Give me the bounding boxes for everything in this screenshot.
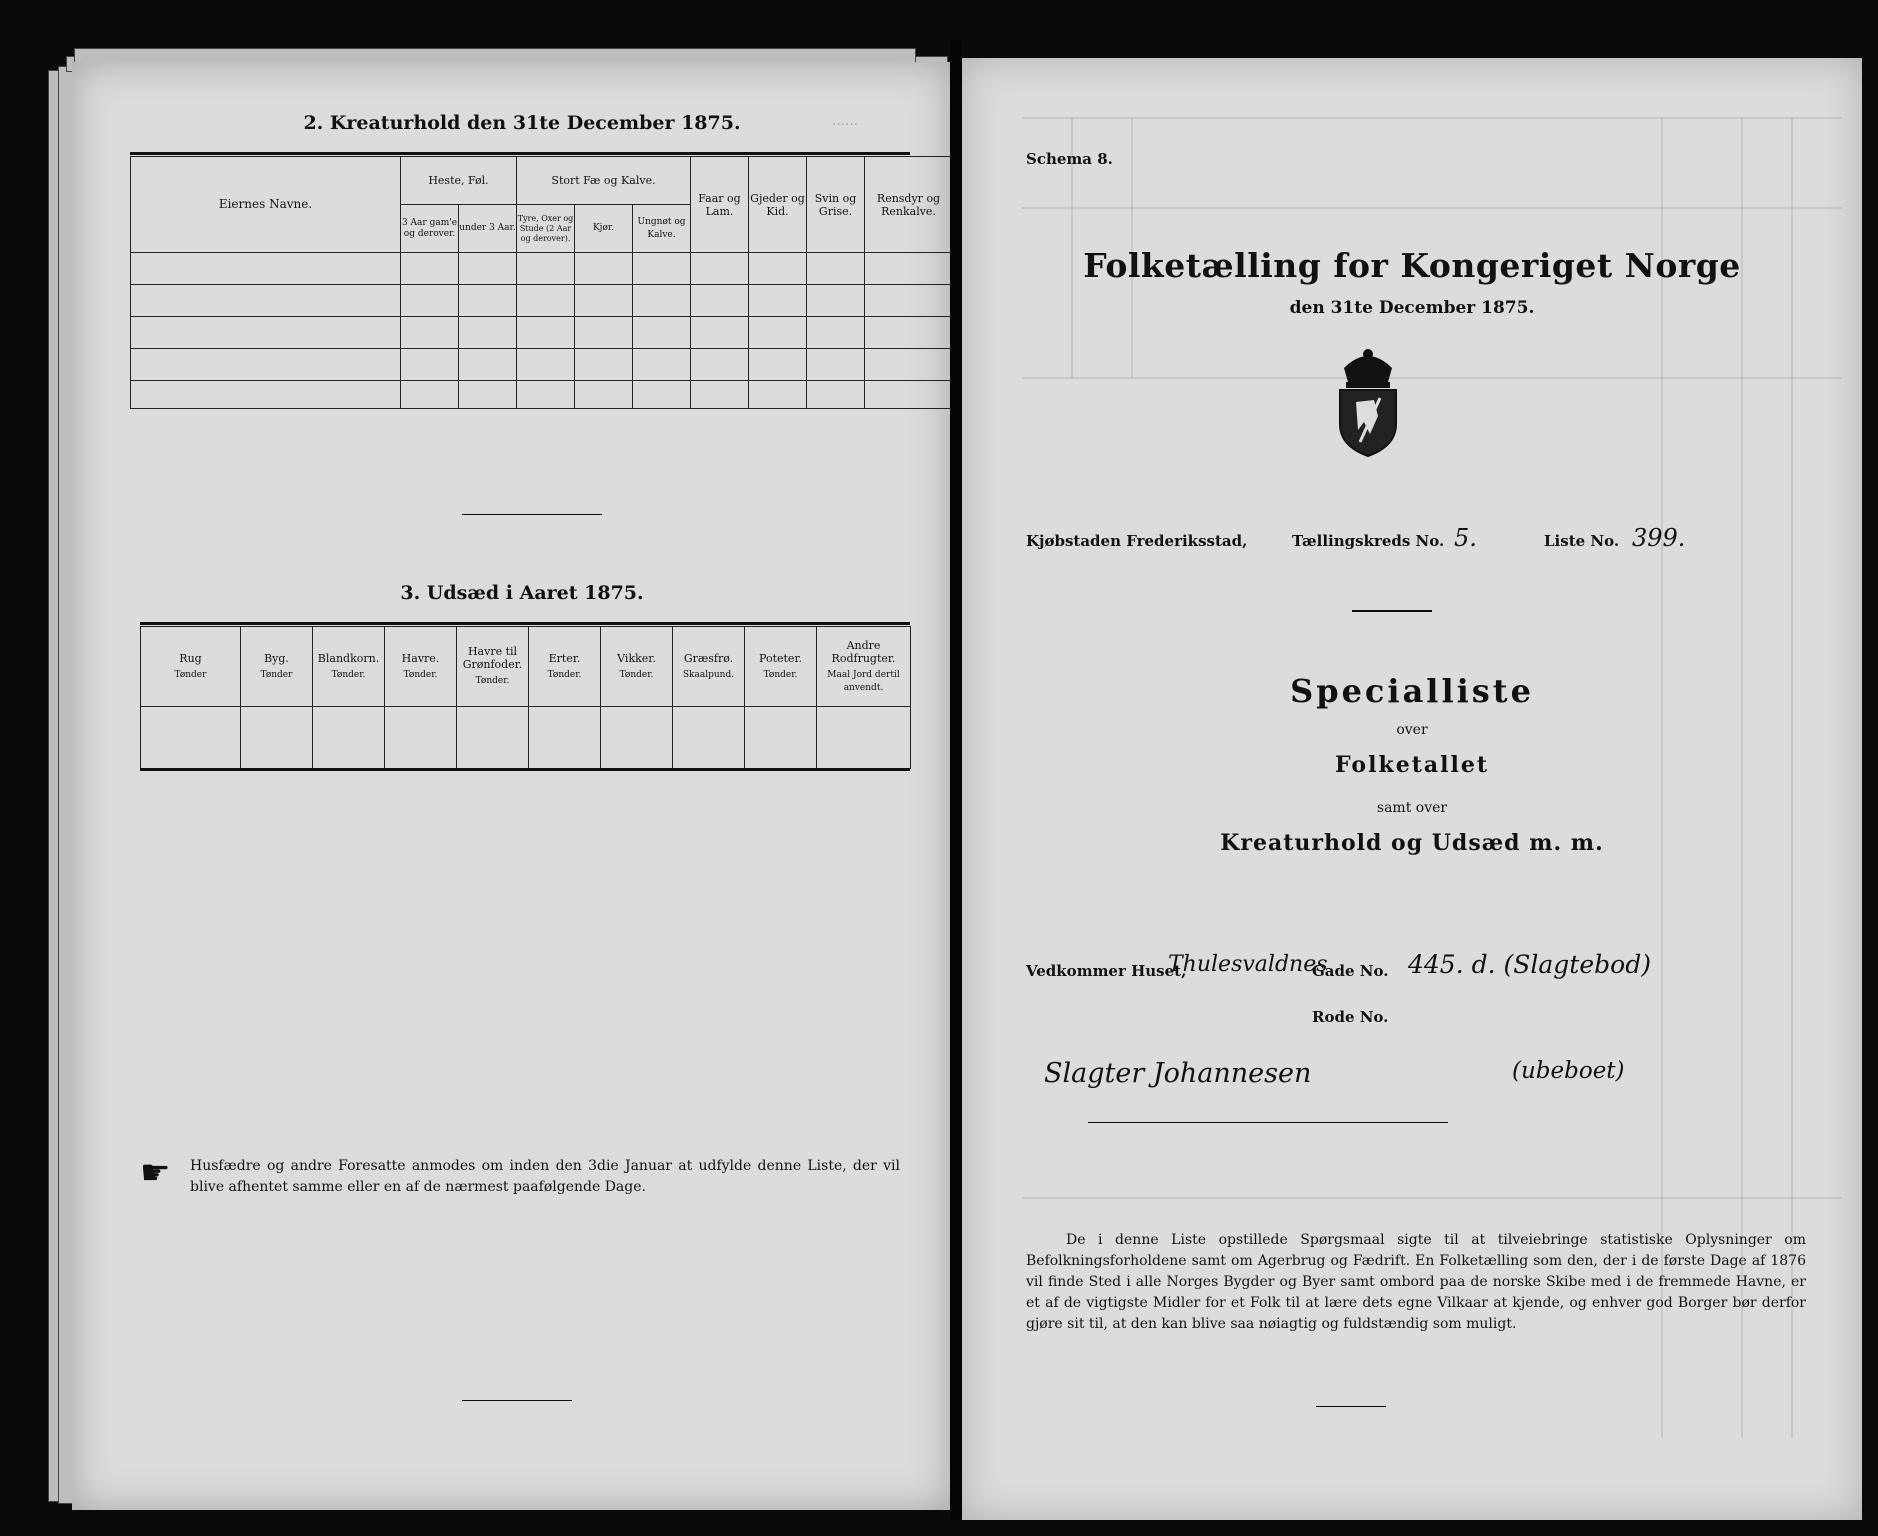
cattle-sub3-header: Ungnøt og Kalve. — [633, 205, 691, 253]
seed-header-name: Byg. — [264, 651, 289, 665]
left-page — [72, 62, 950, 1510]
seed-header-unit: Tønder. — [475, 676, 510, 686]
kreaturhold-heading: Kreaturhold og Udsæd m. m. — [1220, 830, 1604, 856]
seed-header-0 — [141, 627, 241, 707]
samt-over-label: samt over — [1376, 800, 1448, 816]
seed-header-unit: Tønder. — [547, 669, 582, 680]
district-value: 5. — [1454, 524, 1477, 552]
census-subtitle: den 31te December 1875. — [1289, 298, 1535, 318]
seed-header-name: Blandkorn. — [317, 651, 380, 665]
seed-header-unit: Tønder. — [619, 669, 654, 680]
book-gutter — [950, 40, 962, 1520]
folketallet-heading: Folketallet — [1335, 752, 1489, 778]
sheep-header: Faar og Lam. — [691, 157, 749, 253]
seed-header-unit: Maal Jord dertil anvendt. — [827, 669, 900, 693]
closing-rule — [1316, 1406, 1386, 1407]
cattle-sub2-header: Kjør. — [575, 205, 633, 253]
seed-header-name: Havre. — [401, 651, 440, 665]
cattle-header: Stort Fæ og Kalve. — [517, 157, 691, 205]
goats-header: Gjeder og Kid. — [749, 157, 807, 253]
table-row — [131, 349, 953, 381]
seed-header-name: Vikker. — [617, 651, 656, 665]
seed-header-name: Græsfrø. — [683, 651, 734, 665]
horses-header: Heste, Føl. — [401, 157, 517, 205]
seed-header-8 — [745, 627, 817, 707]
horses-sub2-header: under 3 Aar. — [459, 205, 517, 253]
census-title: Folketælling for Kongeriget Norge — [1083, 246, 1741, 285]
house-label: Vedkommer Huset, — [1026, 962, 1187, 980]
closing-rule — [462, 1400, 572, 1401]
over-label: over — [1396, 722, 1428, 738]
section3-bottom-rule — [140, 768, 910, 771]
owner-note: (ubeboet) — [1512, 1058, 1625, 1084]
table-row — [131, 381, 953, 409]
seed-header-2 — [313, 627, 385, 707]
district-label: Tællingskreds No. — [1292, 532, 1445, 550]
list-label: Liste No. — [1544, 532, 1620, 550]
seed-header-name: Andre Rodfrugter. — [831, 638, 896, 665]
pigs-header: Svin og Grise. — [807, 157, 865, 253]
schema-label: Schema 8. — [1026, 150, 1113, 168]
specialliste-heading: Specialliste — [1290, 672, 1534, 710]
section-divider — [462, 514, 602, 515]
house-street: Thulesvaldnes — [1168, 952, 1328, 977]
rode-label: Rode No. — [1312, 1008, 1389, 1026]
title-divider — [1352, 610, 1432, 612]
house-number: 445. d. (Slagtebod) — [1408, 950, 1651, 979]
table-row — [131, 253, 953, 285]
seed-header-unit: Tønder. — [331, 669, 366, 680]
pointing-hand-icon: ☛ — [140, 1153, 171, 1193]
owner-names-header: Eiernes Navne. — [131, 157, 401, 253]
seed-header-3 — [385, 627, 457, 707]
seed-header-name: Havre til Grønfoder. — [462, 645, 523, 671]
section2-title: 2. Kreaturhold den 31te December 1875. — [303, 112, 741, 134]
section2-top-rule — [130, 152, 910, 155]
seed-header-4 — [457, 627, 529, 707]
coat-of-arms-icon — [1330, 346, 1406, 458]
seed-header-unit: Skaalpund. — [682, 669, 735, 680]
right-notice-text: De i denne Liste opstillede Spørgsmaal sigte til at tilveiebringe statistiske Oplysninger om Befolkningsforholdene samt om Agerbrug og Fædrift. En Folketælling som den, der i de første Dage af 1876 vil finde Sted i alle Norges Bygder og Byer samt ombord paa de norske Skibe med i de fremmede Havne, er et af de vigtigste Midler for et Folk til at lære dets egne Vilkaar at kjende, og enhver god Borger bør derfor gjøre sit til, at den kan blive saa nøiagtig og fuldstændig som muligt. — [1026, 1232, 1806, 1332]
table-row — [131, 285, 953, 317]
seed-header-unit: Tønder. — [403, 669, 438, 680]
seed-header-unit: Tønder — [174, 669, 207, 680]
seed-header-name: Rug — [179, 651, 202, 665]
livestock-table — [130, 156, 953, 409]
seed-header-unit: Tønder. — [763, 669, 798, 680]
seed-header-unit: Tønder — [260, 669, 293, 680]
list-value: 399. — [1632, 524, 1686, 552]
signature-rule — [1088, 1122, 1448, 1123]
horses-sub1-header: 3 Aar gam'e og derover. — [401, 205, 459, 253]
right-page — [962, 58, 1862, 1520]
seed-table — [140, 626, 911, 769]
left-notice-text: Husfædre og andre Foresatte anmodes om inden den 3die Januar at udfylde denne Liste, der vil blive afhentet samme eller en af de nærmest paafølgende Dage. — [190, 1158, 900, 1195]
table-row — [131, 317, 953, 349]
table-row — [141, 707, 911, 769]
town-label: Kjøbstaden Frederiksstad, — [1026, 532, 1248, 550]
seed-header-1 — [241, 627, 313, 707]
seed-header-5 — [529, 627, 601, 707]
section3-title: 3. Udsæd i Aaret 1875. — [400, 582, 644, 604]
seed-header-7 — [673, 627, 745, 707]
seed-header-name: Poteter. — [759, 651, 802, 665]
gade-label: Gade No. — [1312, 962, 1389, 980]
owner-name: Slagter Johannesen — [1044, 1058, 1312, 1089]
reindeer-header: Rensdyr og Renkalve. — [865, 157, 953, 253]
seed-header-6 — [601, 627, 673, 707]
bleedthrough-text: ‥‥‥ — [832, 114, 859, 129]
seed-header-name: Erter. — [548, 651, 581, 665]
seed-header-9 — [817, 627, 911, 707]
cattle-sub1-header: Tyre, Oxer og Stude (2 Aar og derover). — [517, 205, 575, 253]
section3-top-rule — [140, 622, 910, 625]
